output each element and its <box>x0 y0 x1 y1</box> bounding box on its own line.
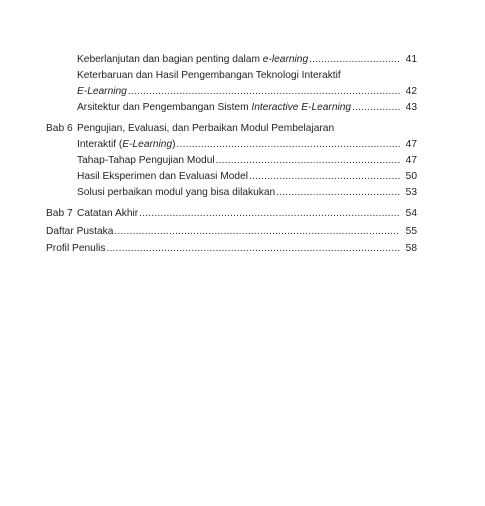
toc-entry-title: Keberlanjutan dan bagian penting dalam e-learning <box>77 54 309 65</box>
toc-page-number: 47 <box>405 139 417 150</box>
toc-entry-bab6-line1: Pengujian, Evaluasi, dan Perbaikan Modul Pembelajaran <box>77 123 335 134</box>
toc-page-number: 53 <box>405 187 417 198</box>
toc-entry-daftar-pustaka[interactable] <box>46 225 417 239</box>
toc-page-number: 54 <box>405 208 417 219</box>
toc-entry-profil-penulis[interactable] <box>46 242 417 256</box>
toc-leader-dots <box>106 242 400 256</box>
toc-page-number: 50 <box>405 171 417 182</box>
toc-entry-title: Catatan Akhir <box>77 208 139 219</box>
toc-leader-dots <box>128 85 400 99</box>
toc-entry-keterbaruan-line1: Keterbaruan dan Hasil Pengembangan Teknologi Interaktif <box>77 70 341 81</box>
toc-leader-dots <box>114 225 400 239</box>
toc-entry-keterbaruan[interactable] <box>77 85 417 99</box>
toc-page-number: 55 <box>405 226 417 237</box>
toc-leader-dots <box>139 207 400 221</box>
toc-leader-dots <box>276 186 400 200</box>
toc-entry-title: Profil Penulis <box>46 243 106 254</box>
toc-page-number: 58 <box>405 243 417 254</box>
toc-leader-dots <box>309 53 400 67</box>
toc-leader-dots <box>352 101 400 115</box>
toc-page-number: 41 <box>405 54 417 65</box>
chapter-label-bab6: Bab 6 <box>46 123 73 134</box>
toc-leader-dots <box>249 170 400 184</box>
toc-entry-title: Arsitektur dan Pengembangan Sistem Interactive E-Learning <box>77 102 352 113</box>
toc-entry-title: Daftar Pustaka <box>46 226 114 237</box>
toc-entry-bab6[interactable] <box>77 138 417 152</box>
toc-leader-dots <box>177 138 400 152</box>
toc-entry-keberlanjutan[interactable] <box>77 53 417 67</box>
toc-page-number: 42 <box>405 86 417 97</box>
toc-leader-dots <box>216 154 400 168</box>
toc-entry-title: Interaktif (E-Learning) <box>77 139 176 150</box>
toc-page-number: 47 <box>405 155 417 166</box>
toc-entry-catatan-akhir[interactable] <box>77 207 417 221</box>
toc-entry-tahap-pengujian[interactable] <box>77 154 417 168</box>
toc-entry-title: E-Learning <box>77 86 127 97</box>
chapter-label-bab7: Bab 7 <box>46 208 73 219</box>
toc-entry-hasil-eksperimen[interactable] <box>77 170 417 184</box>
toc-entry-title: Hasil Eksperimen dan Evaluasi Model <box>77 171 249 182</box>
toc-entry-arsitektur[interactable] <box>77 101 417 115</box>
toc-entry-title: Tahap-Tahap Pengujian Modul <box>77 155 215 166</box>
toc-entry-title: Solusi perbaikan modul yang bisa dilakukan <box>77 187 276 198</box>
toc-entry-solusi-perbaikan[interactable] <box>77 186 417 200</box>
toc-page-number: 43 <box>405 102 417 113</box>
